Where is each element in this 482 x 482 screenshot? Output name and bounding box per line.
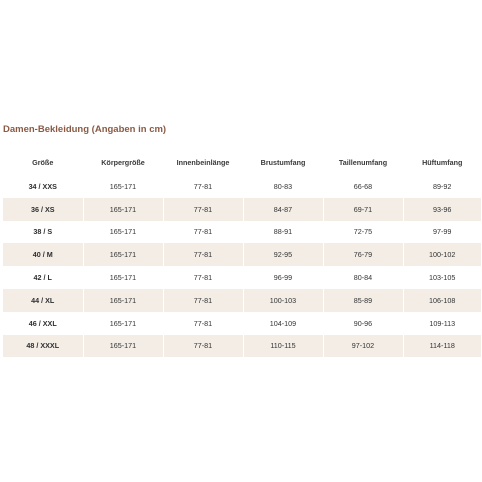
cell-hip: 109-113 bbox=[403, 312, 481, 335]
cell-body-height: 165-171 bbox=[83, 335, 163, 358]
table-row bbox=[3, 175, 481, 198]
cell-size: 46 / XXL bbox=[28, 318, 57, 328]
cell-hip: 93-96 bbox=[403, 198, 481, 221]
cell-body-height: 165-171 bbox=[83, 198, 163, 221]
cell-size: 44 / XL bbox=[31, 295, 55, 305]
table-row bbox=[3, 221, 481, 244]
cell-inseam: 77-81 bbox=[163, 266, 243, 289]
size-chart-table bbox=[3, 150, 481, 357]
cell-body-height: 165-171 bbox=[83, 175, 163, 198]
table-row bbox=[3, 312, 481, 335]
table-row bbox=[3, 266, 481, 289]
table-title: Damen-Bekleidung (Angaben in cm) bbox=[3, 124, 167, 135]
cell-hip: 114-118 bbox=[403, 335, 481, 358]
header-row bbox=[3, 150, 481, 175]
cell-waist: 85-89 bbox=[323, 289, 403, 312]
cell-size: 42 / L bbox=[33, 273, 52, 283]
table-row bbox=[3, 289, 481, 312]
cell-waist: 72-75 bbox=[323, 221, 403, 244]
header-chest: Brustumfang bbox=[243, 150, 323, 175]
table-row bbox=[3, 198, 481, 221]
cell-waist: 76-79 bbox=[323, 243, 403, 266]
header-size: Größe bbox=[32, 158, 54, 167]
cell-waist: 80-84 bbox=[323, 266, 403, 289]
cell-waist: 97-102 bbox=[323, 335, 403, 358]
cell-inseam: 77-81 bbox=[163, 289, 243, 312]
cell-body-height: 165-171 bbox=[83, 266, 163, 289]
cell-inseam: 77-81 bbox=[163, 198, 243, 221]
cell-size: 48 / XXXL bbox=[26, 341, 60, 351]
cell-chest: 104-109 bbox=[243, 312, 323, 335]
cell-inseam: 77-81 bbox=[163, 335, 243, 358]
cell-body-height: 165-171 bbox=[83, 221, 163, 244]
table-row bbox=[3, 243, 481, 266]
cell-size: 34 / XXS bbox=[28, 181, 57, 191]
header-body-height: Körpergröße bbox=[83, 150, 163, 175]
cell-chest: 100-103 bbox=[243, 289, 323, 312]
cell-body-height: 165-171 bbox=[83, 312, 163, 335]
header-inseam: Innenbeinlänge bbox=[163, 150, 243, 175]
header-waist: Taillenumfang bbox=[323, 150, 403, 175]
cell-chest: 88-91 bbox=[243, 221, 323, 244]
cell-hip: 106-108 bbox=[403, 289, 481, 312]
cell-chest: 96-99 bbox=[243, 266, 323, 289]
cell-inseam: 77-81 bbox=[163, 312, 243, 335]
cell-hip: 97-99 bbox=[403, 221, 481, 244]
cell-size: 36 / XS bbox=[30, 204, 55, 214]
cell-size: 40 / M bbox=[32, 250, 53, 260]
cell-waist: 66-68 bbox=[323, 175, 403, 198]
cell-hip: 89-92 bbox=[403, 175, 481, 198]
cell-body-height: 165-171 bbox=[83, 289, 163, 312]
cell-inseam: 77-81 bbox=[163, 243, 243, 266]
cell-inseam: 77-81 bbox=[163, 221, 243, 244]
cell-chest: 110-115 bbox=[243, 335, 323, 358]
cell-hip: 100-102 bbox=[403, 243, 481, 266]
cell-size: 38 / S bbox=[33, 227, 53, 237]
cell-chest: 84-87 bbox=[243, 198, 323, 221]
header-hip: Hüftumfang bbox=[403, 150, 481, 175]
table-row bbox=[3, 335, 481, 358]
cell-hip: 103-105 bbox=[403, 266, 481, 289]
cell-waist: 69-71 bbox=[323, 198, 403, 221]
cell-chest: 80-83 bbox=[243, 175, 323, 198]
cell-body-height: 165-171 bbox=[83, 243, 163, 266]
cell-chest: 92-95 bbox=[243, 243, 323, 266]
cell-inseam: 77-81 bbox=[163, 175, 243, 198]
cell-waist: 90-96 bbox=[323, 312, 403, 335]
